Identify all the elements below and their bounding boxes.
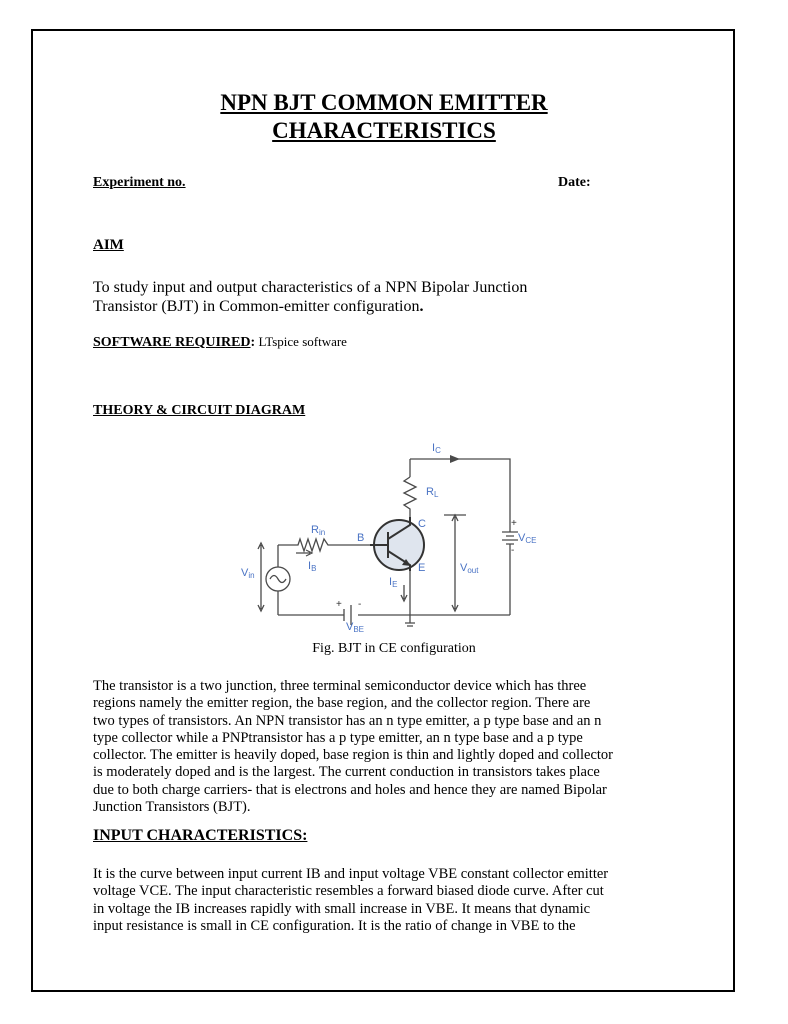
label-vin: Vin — [241, 567, 255, 580]
theory-line: regions namely the emitter region, the base region, and the collector region. There are — [93, 695, 591, 712]
aim-text-line-2: Transistor (BJT) in Common-emitter configuration. — [93, 298, 424, 315]
theory-line: type collector while a PNPtransistor has a p type emitter, an n type base and a p type — [93, 729, 583, 746]
aim-heading: AIM — [93, 237, 124, 253]
software-value: LTspice software — [255, 334, 347, 349]
theory-paragraph — [93, 678, 613, 816]
theory-line: collector. The emitter is heavily doped, base region is thin and lightly doped and collector — [93, 747, 613, 764]
input-line: It is the curve between input current IB and input voltage VBE constant collector emitter — [93, 866, 609, 882]
title-line-1: NPN BJT COMMON EMITTER — [220, 90, 548, 115]
vout-arrow — [452, 515, 458, 611]
label-ie: IE — [389, 576, 398, 589]
vce-plus: + — [511, 518, 517, 529]
label-rl: RL — [426, 486, 439, 499]
label-c: C — [418, 518, 426, 530]
input-characteristics-paragraph — [93, 866, 608, 935]
label-e: E — [418, 562, 426, 574]
label-vce: VCE — [518, 532, 537, 545]
theory-line: due to both charge carriers- that is electrons and holes and hence they are named Bipolar — [93, 781, 607, 798]
vbe-plus: + — [336, 599, 342, 610]
software-required: SOFTWARE REQUIRED: LTspice software — [93, 334, 347, 350]
label-vbe: VBE — [346, 621, 365, 634]
theory-heading: THEORY & CIRCUIT DIAGRAM — [93, 403, 306, 418]
label-ib: IB — [308, 560, 317, 573]
theory-line: two types of transistors. An NPN transistor has an n type emitter, a p type base and an n — [93, 712, 602, 729]
theory-line: Junction Transistors (BJT). — [93, 799, 251, 816]
label-ic: IC — [432, 442, 441, 455]
theory-line: The transistor is a two junction, three terminal semiconductor device which has three — [93, 678, 587, 694]
vce-battery — [502, 525, 518, 615]
label-b: B — [357, 532, 365, 544]
figure-caption: Fig. BJT in CE configuration — [312, 641, 476, 656]
label-vout: Vout — [460, 562, 479, 575]
input-characteristics-heading: INPUT CHARACTERISTICS: — [93, 827, 308, 844]
label-rin: Rin — [311, 524, 326, 537]
vbe-minus: - — [358, 599, 362, 610]
circuit-diagram — [234, 437, 537, 634]
date-label: Date: — [558, 175, 591, 190]
input-line: input resistance is small in CE configuration. It is the ratio of change in VBE to the — [93, 917, 576, 934]
aim-text-line-1: To study input and output characteristics of a NPN Bipolar Junction — [93, 279, 528, 296]
vin-arrow — [258, 543, 264, 611]
title-line-2: CHARACTERISTICS — [272, 118, 496, 143]
vce-minus: - — [511, 545, 515, 556]
theory-line: is moderately doped and is the largest. The current conduction in transistors takes place — [93, 764, 600, 781]
ie-arrow — [401, 585, 407, 601]
ic-arrow-icon — [450, 455, 460, 463]
software-label: SOFTWARE REQUIRED — [93, 335, 251, 350]
ground-symbol — [405, 615, 415, 626]
input-line: in voltage the IB increases rapidly with small increase in VBE. It means that dynamic — [93, 900, 591, 917]
input-line: voltage VCE. The input characteristic resembles a forward biased diode curve. After cut — [93, 883, 604, 900]
experiment-label: Experiment no. — [93, 175, 186, 190]
